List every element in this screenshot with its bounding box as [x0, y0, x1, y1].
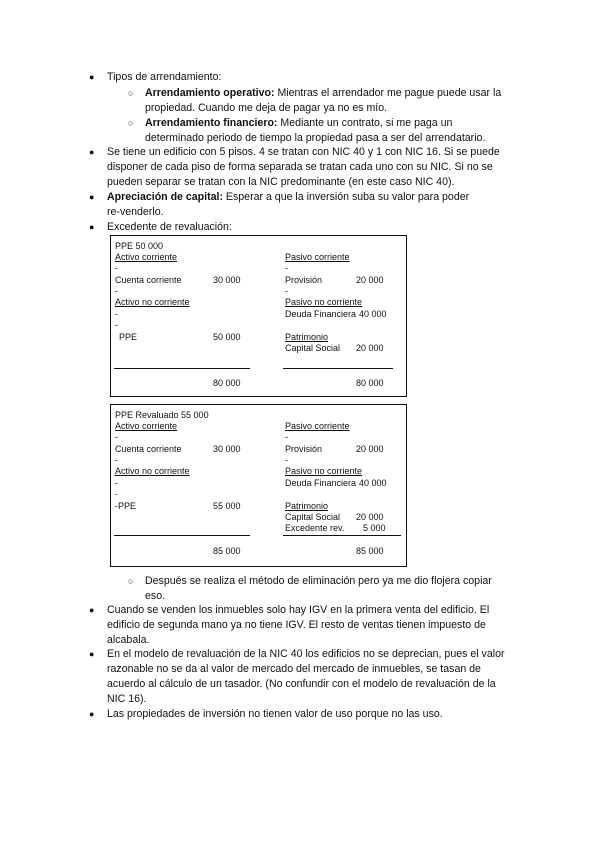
- bullet-text: edificio de segunda mano ya no tiene IGV. El resto de ventas tienen impuesto de: [107, 619, 486, 631]
- sub-bullet-text: [145, 86, 501, 100]
- placeholder-dash: -: [115, 309, 118, 319]
- revalued-balance-sheet-table: [110, 404, 407, 567]
- section-heading: Pasivo corriente: [285, 421, 350, 431]
- placeholder-dash: -: [115, 320, 118, 330]
- total-rule: [283, 535, 401, 536]
- account-label: Capital Social: [285, 343, 341, 353]
- bullet-text: Las propiedades de inversión no tienen valor de uso porque no las uso.: [107, 708, 443, 720]
- account-value: 30 000: [213, 275, 241, 285]
- bold-term: Arrendamiento financiero:: [145, 117, 278, 129]
- account-label: -PPE: [115, 501, 137, 511]
- account-value: 20 000: [356, 444, 384, 454]
- sub-bullet-text: Después se realiza el método de eliminación pero ya me dio flojera copiar: [145, 575, 492, 587]
- placeholder-dash: -: [115, 489, 118, 499]
- account-label: Cuenta corriente: [115, 444, 182, 454]
- total-rule: [114, 368, 250, 369]
- bullet-text: [107, 190, 469, 204]
- bullet-text: alcabala.: [107, 634, 150, 646]
- bullet-icon: ●: [89, 147, 95, 157]
- account-label: Cuenta corriente: [115, 275, 182, 285]
- bullet-icon: ●: [89, 649, 95, 659]
- total-value: 85 000: [356, 546, 384, 556]
- account-value: 30 000: [213, 444, 241, 454]
- bullet-text: re-venderlo.: [107, 206, 164, 218]
- account-label: Capital Social: [285, 512, 341, 522]
- placeholder-dash: -: [285, 263, 288, 273]
- sub-bullet-icon: ○: [128, 88, 134, 98]
- bullet-text: disponer de cada piso de forma separada se tratan cada uno con su NIC. Si no se: [107, 161, 493, 173]
- bullet-text: En el modelo de revaluación de la NIC 40 los edificios no se deprecian, pues el valor: [107, 648, 505, 660]
- bullet-icon: ●: [89, 605, 95, 615]
- account-label: Excedente rev.: [285, 523, 345, 533]
- section-heading: Pasivo corriente: [285, 252, 350, 262]
- total-rule: [283, 368, 393, 369]
- account-value: 20 000: [356, 343, 384, 353]
- term-definition: Mediante un contrato, si me paga un: [277, 117, 453, 129]
- section-heading: Pasivo no corriente: [285, 466, 363, 476]
- sub-bullet-text: [145, 116, 452, 130]
- total-value: 80 000: [356, 378, 384, 388]
- section-heading: Activo corriente: [115, 421, 178, 431]
- account-value: 40 000: [359, 478, 387, 488]
- sub-bullet-text: determinado periodo de tiempo la propiedad pasa a ser del arrendatario.: [145, 132, 486, 144]
- account-label: Deuda Financiera: [285, 478, 357, 488]
- bullet-text: Tipos de arrendamiento:: [107, 71, 222, 83]
- term-definition: Esperar a que la inversión suba su valor para poder: [222, 191, 470, 203]
- bullet-icon: ●: [89, 709, 95, 719]
- placeholder-dash: -: [285, 455, 288, 465]
- section-heading: Activo no corriente: [115, 297, 190, 307]
- bullet-text: razonable no se da al valor de mercado del mercado de inmuebles, se tasan de: [107, 663, 481, 675]
- total-rule: [114, 535, 250, 536]
- term-definition: Mientras el arrendador me pague puede usar la: [274, 87, 502, 99]
- account-value: 40 000: [359, 309, 387, 319]
- section-heading: Activo no corriente: [115, 466, 190, 476]
- bullet-text: NIC 16).: [107, 693, 147, 705]
- account-label: PPE: [119, 332, 138, 342]
- bullet-text: Excedente de revaluación:: [107, 221, 232, 233]
- sub-bullet-text: propiedad. Cuando me deja de pagar ya no es mío.: [145, 102, 388, 114]
- table-title: PPE 50 000: [115, 241, 164, 251]
- total-value: 85 000: [213, 546, 241, 556]
- placeholder-dash: -: [115, 432, 118, 442]
- placeholder-dash: -: [115, 286, 118, 296]
- section-heading: Patrimonio: [285, 332, 329, 342]
- total-value: 80 000: [213, 378, 241, 388]
- bold-term: Apreciación de capital:: [107, 191, 223, 203]
- section-heading: Patrimonio: [285, 501, 329, 511]
- sub-bullet-icon: ○: [128, 576, 134, 586]
- placeholder-dash: -: [115, 263, 118, 273]
- placeholder-dash: -: [115, 478, 118, 488]
- table-title: PPE Revaluado 55 000: [115, 410, 209, 420]
- account-value: 50 000: [213, 332, 241, 342]
- account-label: Provisión: [285, 444, 323, 454]
- bullet-text: pueden separar se tratan con la NIC predominante (en este caso NIC 40).: [107, 176, 455, 188]
- bullet-icon: ●: [89, 72, 95, 82]
- placeholder-dash: -: [115, 455, 118, 465]
- placeholder-dash: -: [285, 432, 288, 442]
- account-label: Deuda Financiera: [285, 309, 357, 319]
- sub-bullet-icon: ○: [128, 118, 134, 128]
- bullet-icon: ●: [89, 222, 95, 232]
- section-heading: Pasivo no corriente: [285, 297, 363, 307]
- account-label: Provisión: [285, 275, 323, 285]
- bullet-text: Cuando se venden los inmuebles solo hay IGV en la primera venta del edificio. El: [107, 604, 490, 616]
- sub-bullet-text: eso.: [145, 590, 166, 602]
- balance-sheet-table: [110, 235, 407, 397]
- account-value: 5 000: [363, 523, 386, 533]
- placeholder-dash: -: [285, 286, 288, 296]
- bullet-icon: ●: [89, 192, 95, 202]
- bullet-text: Se tiene un edificio con 5 pisos. 4 se tratan con NIC 40 y 1 con NIC 16. Si se puede: [107, 146, 500, 158]
- bold-term: Arrendamiento operativo:: [145, 87, 275, 99]
- section-heading: Activo corriente: [115, 252, 178, 262]
- account-value: 55 000: [213, 501, 241, 511]
- account-value: 20 000: [356, 512, 384, 522]
- bullet-text: acuerdo al cálculo de un tasador. (No confundir con el modelo de revaluación de la: [107, 678, 496, 690]
- account-value: 20 000: [356, 275, 384, 285]
